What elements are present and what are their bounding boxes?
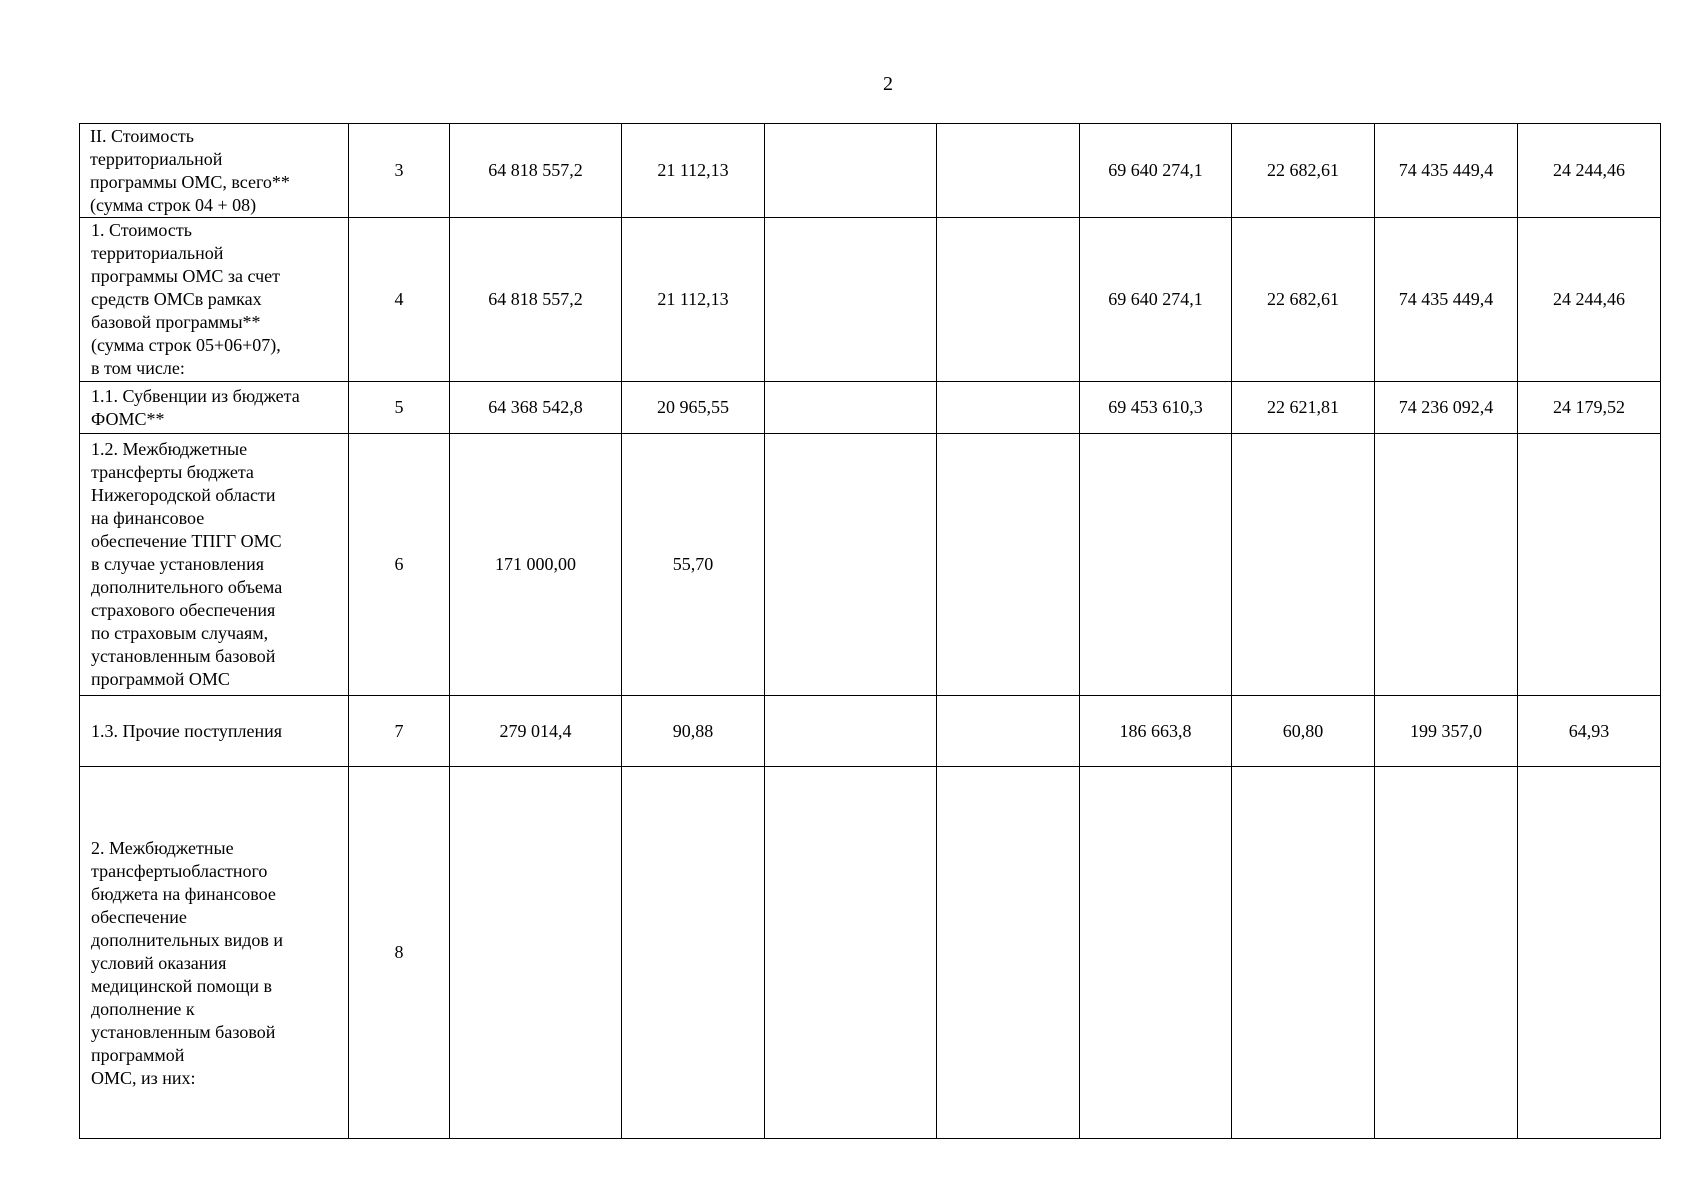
cell: 90,88: [622, 696, 765, 767]
cell: 64 368 542,8: [450, 382, 622, 434]
cell: [1232, 434, 1375, 696]
cell: [1518, 434, 1661, 696]
cell: [1080, 434, 1232, 696]
cell: [765, 382, 937, 434]
table-row: [80, 218, 1661, 382]
cell: 74 435 449,4: [1375, 124, 1518, 218]
cell: 21 112,13: [622, 124, 765, 218]
cell: [765, 124, 937, 218]
row-code: 6: [349, 434, 450, 696]
row-label: 2. Межбюджетные трансфертыобластного бюджета на финансовое обеспечение дополнительных видов и условий оказания медицинской помощи в дополнение к установленным базовой программой ОМС, из них:: [80, 767, 349, 1139]
cell: 64 818 557,2: [450, 218, 622, 382]
cell: [937, 218, 1080, 382]
cell: 74 236 092,4: [1375, 382, 1518, 434]
cell: [1080, 767, 1232, 1139]
table-row: [80, 124, 1661, 218]
cell: 64,93: [1518, 696, 1661, 767]
table-row: [80, 696, 1661, 767]
cell: [1375, 434, 1518, 696]
cell: [450, 767, 622, 1139]
cell: 171 000,00: [450, 434, 622, 696]
cell: [1518, 767, 1661, 1139]
cell: [765, 767, 937, 1139]
cell: [765, 696, 937, 767]
row-code: 7: [349, 696, 450, 767]
cell: [937, 382, 1080, 434]
cell: 22 621,81: [1232, 382, 1375, 434]
cell: 55,70: [622, 434, 765, 696]
cell: 69 640 274,1: [1080, 124, 1232, 218]
row-label: II. Стоимость территориальной программы ОМС, всего** (сумма строк 04 + 08): [80, 124, 349, 218]
cell: [765, 218, 937, 382]
cell: 186 663,8: [1080, 696, 1232, 767]
cell: [937, 696, 1080, 767]
cell: [622, 767, 765, 1139]
cell: [937, 434, 1080, 696]
cell: 24 244,46: [1518, 124, 1661, 218]
table-row: [80, 382, 1661, 434]
cell: 22 682,61: [1232, 218, 1375, 382]
cell: 24 244,46: [1518, 218, 1661, 382]
cell: 69 640 274,1: [1080, 218, 1232, 382]
cell: 64 818 557,2: [450, 124, 622, 218]
cell: 20 965,55: [622, 382, 765, 434]
cell: 199 357,0: [1375, 696, 1518, 767]
cell: [1375, 767, 1518, 1139]
cell: 24 179,52: [1518, 382, 1661, 434]
row-code: 4: [349, 218, 450, 382]
cell: 69 453 610,3: [1080, 382, 1232, 434]
row-code: 8: [349, 767, 450, 1139]
cell: 21 112,13: [622, 218, 765, 382]
table-row: [80, 434, 1661, 696]
row-label: 1.2. Межбюджетные трансферты бюджета Нижегородской области на финансовое обеспечение ТПГГ ОМС в случае установления дополнительного объема страхового обеспечения по страховым случаям, установленным базовой программой ОМС: [80, 434, 349, 696]
cell: 22 682,61: [1232, 124, 1375, 218]
row-label: 1.3. Прочие поступления: [80, 696, 349, 767]
page-number: 2: [883, 73, 893, 95]
cell: [937, 124, 1080, 218]
row-code: 3: [349, 124, 450, 218]
cell: [765, 434, 937, 696]
cell: 279 014,4: [450, 696, 622, 767]
row-code: 5: [349, 382, 450, 434]
cell: [937, 767, 1080, 1139]
cell: 74 435 449,4: [1375, 218, 1518, 382]
table-row: [80, 767, 1661, 1139]
cell: 60,80: [1232, 696, 1375, 767]
cell: [1232, 767, 1375, 1139]
row-label: 1.1. Субвенции из бюджета ФОМС**: [80, 382, 349, 434]
financial-table: [79, 123, 1661, 1139]
row-label: 1. Стоимость территориальной программы ОМС за счет средств ОМСв рамках базовой программы** (сумма строк 05+06+07), в том числе:: [80, 218, 349, 382]
